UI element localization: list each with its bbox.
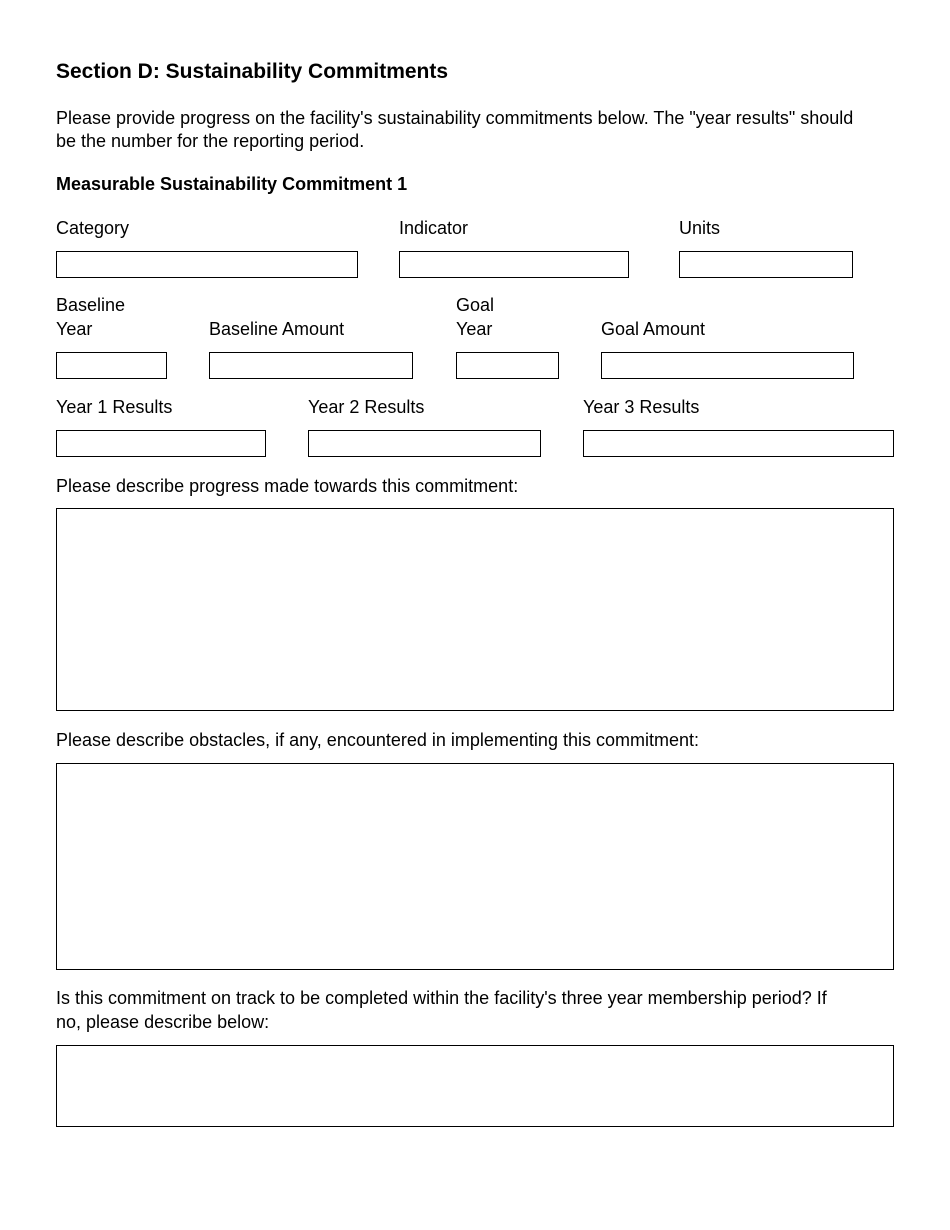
- year2-results-input[interactable]: [308, 430, 541, 457]
- goal-amount-input[interactable]: [601, 352, 854, 379]
- on-track-label: Is this commitment on track to be completed within the facility's three year membership period? If no, please describe below:: [56, 988, 827, 1032]
- progress-label: Please describe progress made towards this commitment:: [56, 476, 519, 496]
- baseline-amount-label: Baseline Amount: [209, 319, 345, 339]
- commitment-heading: Measurable Sustainability Commitment 1: [56, 174, 408, 194]
- year1-results-label: Year 1 Results: [56, 397, 173, 417]
- goal-year-input[interactable]: [456, 352, 559, 379]
- goal-year-label: [456, 293, 494, 341]
- goal-year-label-line1: Goal: [456, 295, 495, 315]
- goal-amount-label: Goal Amount: [601, 319, 706, 339]
- indicator-label: Indicator: [399, 218, 469, 238]
- year3-results-label: Year 3 Results: [583, 397, 700, 417]
- year3-results-input[interactable]: [583, 430, 894, 457]
- goal-year-label-line2: Year: [456, 319, 493, 339]
- baseline-year-label-line2: Year: [56, 319, 93, 339]
- baseline-year-input[interactable]: [56, 352, 167, 379]
- year1-results-input[interactable]: [56, 430, 266, 457]
- section-intro: Please provide progress on the facility's sustainability commitments below. The "year results" should be the number for the reporting period.: [56, 108, 854, 151]
- obstacles-textarea[interactable]: [56, 763, 894, 970]
- category-label: Category: [56, 218, 130, 238]
- progress-textarea[interactable]: [56, 508, 894, 711]
- baseline-year-label-line1: Baseline: [56, 295, 126, 315]
- baseline-amount-input[interactable]: [209, 352, 413, 379]
- indicator-input[interactable]: [399, 251, 629, 278]
- units-input[interactable]: [679, 251, 853, 278]
- obstacles-label: Please describe obstacles, if any, encountered in implementing this commitment:: [56, 730, 699, 750]
- section-title: Section D: Sustainability Commitments: [56, 60, 449, 83]
- on-track-textarea[interactable]: [56, 1045, 894, 1127]
- baseline-year-label: [56, 293, 125, 341]
- units-label: Units: [679, 218, 721, 238]
- category-input[interactable]: [56, 251, 358, 278]
- year2-results-label: Year 2 Results: [308, 397, 425, 417]
